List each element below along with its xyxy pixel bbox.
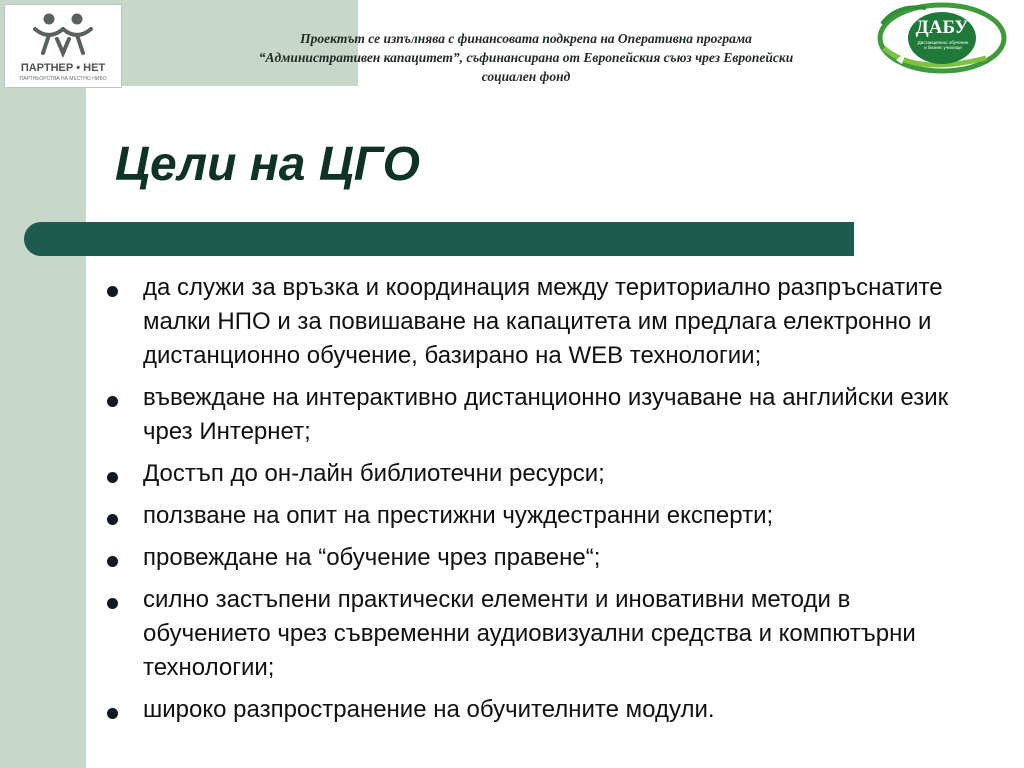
list-item-text: Достъп до он-лайн библиотечни ресурси; [143, 460, 605, 487]
bullet-dot-icon [107, 396, 118, 407]
funding-line: “Административен капацитет”, съфинансирана от Европейския съюз чрез Европейски [258, 50, 794, 65]
bullet-dot-icon [107, 514, 118, 525]
bullet-dot-icon [107, 556, 118, 567]
partner-figures-icon [5, 5, 123, 65]
bullet-dot-icon [107, 472, 118, 483]
bullet-dot-icon [107, 708, 118, 719]
list-item-text: ползване на опит на престижни чуждестранни експерти; [143, 502, 774, 529]
logo-brand-text: ПАРТНЕР • НЕТ [20, 62, 106, 74]
list-item [104, 499, 984, 533]
list-item-text: да служи за връзка и координация между териториално разпръснатите малки НПО и за повишаване на капацитета им предлага електронно и дистанционно обучение, базирано на WEB технологии; [143, 274, 943, 369]
list-item [104, 583, 984, 685]
funding-note [160, 29, 892, 86]
goals-list [104, 271, 984, 735]
left-decorative-band [0, 0, 86, 768]
list-item [104, 271, 984, 373]
list-item [104, 457, 984, 491]
partner-net-logo [4, 4, 122, 88]
list-item-text: провеждане на “обучение чрез правене“; [143, 544, 601, 571]
logo-tagline-text: ПАРТНЬОРСТВА НА МЕСТНО НИВО [19, 76, 107, 82]
funding-line: Проектът се изпълнява с финансовата подкрепа на Оперативна програма [300, 31, 752, 46]
list-item-text: широко разпространение на обучителните модули. [143, 696, 715, 723]
list-item-text: въвеждане на интерактивно дистанционно изучаване на английски език чрез Интернет; [143, 384, 949, 445]
list-item [104, 381, 984, 449]
list-item [104, 693, 984, 727]
list-item [104, 541, 984, 575]
dabu-logo-name: ДАБУ [915, 17, 969, 38]
bullet-dot-icon [107, 286, 118, 297]
slide-title: Цели на ЦГО [115, 138, 420, 191]
list-item-text: силно застъпени практически елементи и иновативни методи в обучението чрез съвременни аудиовизуални средства и компютърни технологии; [143, 586, 916, 681]
dabu-logo-tagline: Дистанционно обучение и бизнес училище [917, 40, 969, 50]
title-underline-bar [24, 222, 854, 256]
dabu-logo [876, 2, 1008, 74]
bullet-dot-icon [107, 598, 118, 609]
funding-line: социален фонд [481, 69, 571, 84]
